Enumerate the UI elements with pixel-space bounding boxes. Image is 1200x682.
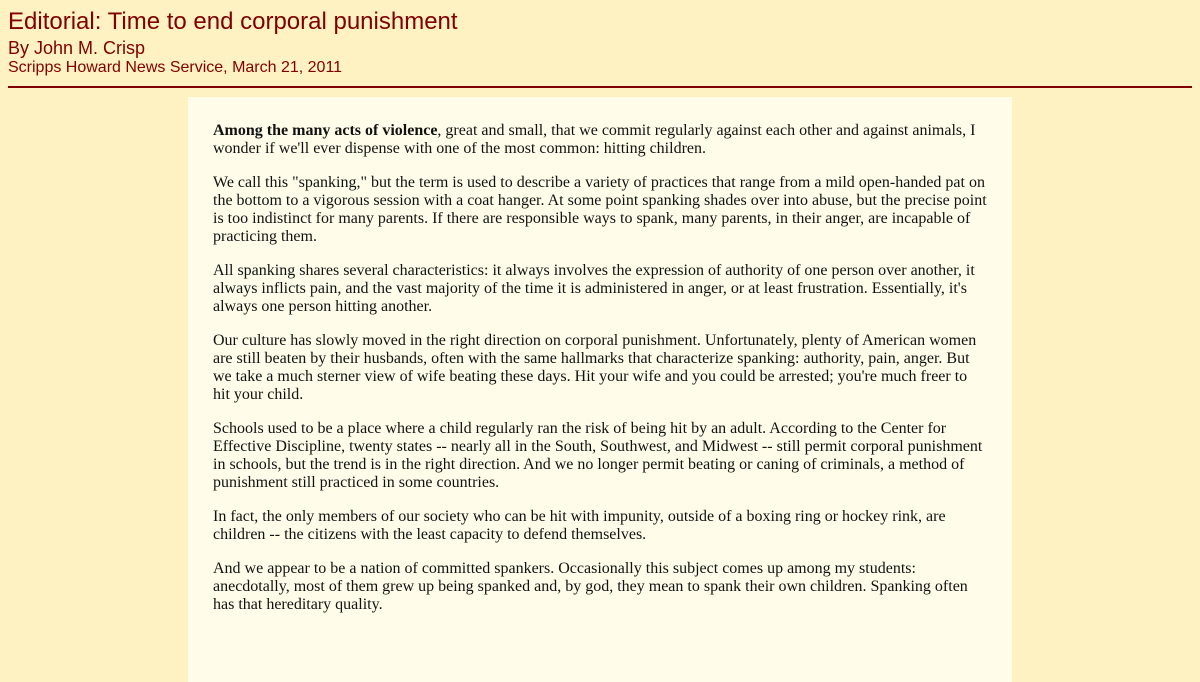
lead-bold-text: Among the many acts of violence bbox=[213, 122, 438, 139]
page-header bbox=[0, 0, 1200, 77]
article-paragraph-lead bbox=[213, 122, 987, 158]
article-paragraph: Our culture has slowly moved in the right direction on corporal punishment. Unfortunately, plenty of American women are still beaten by their husbands, often with the same hallmarks that characterize spanking: authority, pain, anger. But we take a much sterner view of wife beating these days. Hit your wife and you could be arrested; you're much freer to hit your child. bbox=[213, 332, 977, 403]
header-divider bbox=[8, 86, 1192, 88]
article-paragraph: All spanking shares several characteristics: it always involves the expression of authority of one person over another, it always inflicts pain, and the vast majority of the time it is administered in anger, or at least frustration. Essentially, it's always one person hitting another. bbox=[213, 262, 975, 315]
article-paragraph: And we appear to be a nation of committed spankers. Occasionally this subject comes up among my students: anecdotally, most of them grew up being spanked and, by god, they mean to spank their own children. Spanking often has that hereditary quality. bbox=[213, 560, 968, 613]
source-line: Scripps Howard News Service, March 21, 2011 bbox=[8, 59, 343, 76]
article-paragraph: We call this "spanking," but the term is used to describe a variety of practices that range from a mild open-handed pat on the bottom to a vigorous session with a coat hanger. At some point spanking shades over into abuse, but the precise point is too indistinct for many parents. If there are responsible ways to spank, many parents, in their anger, are incapable of practicing them. bbox=[213, 174, 987, 245]
article-paragraph: Schools used to be a place where a child regularly ran the risk of being hit by an adult. According to the Center for Effective Discipline, twenty states -- nearly all in the South, Southwest, and Midwest -- still permit corporal punishment in schools, but the trend is in the right direction. And we no longer permit beating or caning of criminals, a method of punishment still practiced in some countries. bbox=[213, 420, 983, 491]
lead-text: , great and small, that we commit regularly against each other and against animals, I wonder if we'll ever dispense with one of the most common: hitting children. bbox=[213, 122, 976, 157]
byline: By John M. Crisp bbox=[8, 38, 146, 58]
page-title: Editorial: Time to end corporal punishment bbox=[8, 8, 458, 35]
article-paragraph: In fact, the only members of our society who can be hit with impunity, outside of a boxing ring or hockey rink, are children -- the citizens with the least capacity to defend themselves. bbox=[213, 508, 946, 543]
article-body bbox=[188, 97, 1012, 682]
